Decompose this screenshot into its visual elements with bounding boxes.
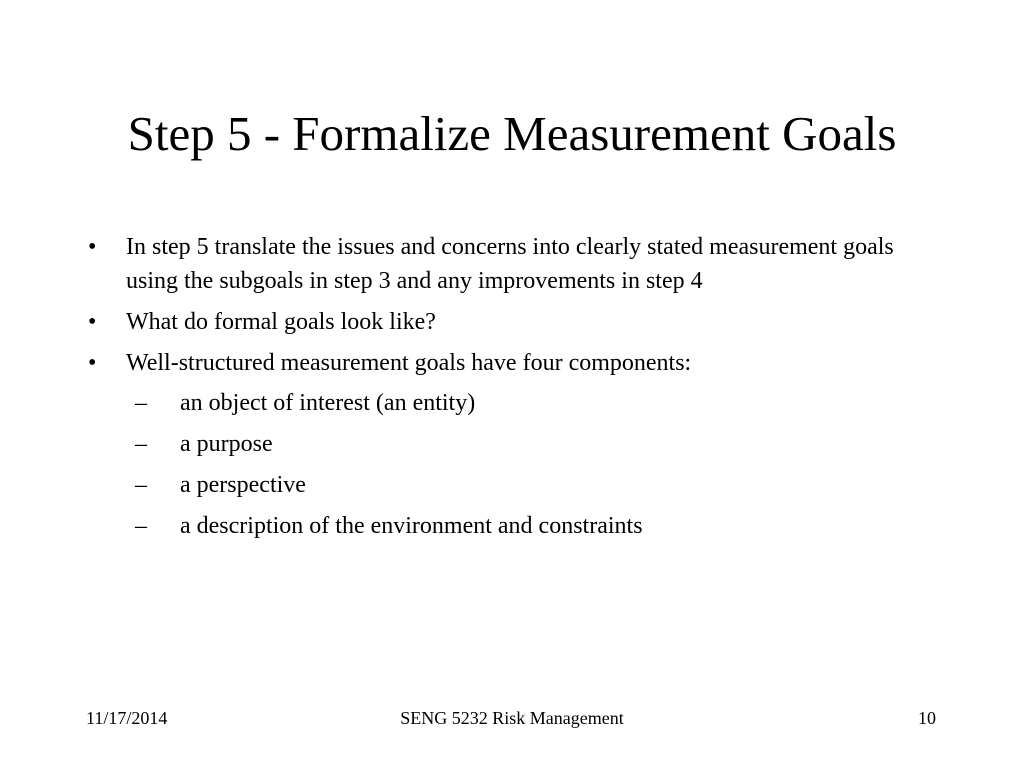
sub-bullet-item [135,468,946,502]
sub-bullet-text: a purpose [180,431,273,457]
dash-icon: – [135,513,147,539]
bullet-list [86,230,946,550]
bullet-item [86,346,946,543]
sub-bullet-item [135,386,946,420]
sub-bullet-item [135,509,946,543]
bullet-text: What do formal goals look like? [126,309,436,335]
dash-icon: – [135,390,147,416]
bullet-icon: • [88,350,97,376]
footer-page-number: 10 [918,708,936,728]
sub-bullet-text: a description of the environment and constraints [180,513,643,539]
sub-bullet-item [135,427,946,461]
sub-bullet-text: a perspective [180,472,306,498]
bullet-icon: • [88,309,97,335]
bullet-text: Well-structured measurement goals have four components: [126,350,692,376]
footer-date: 11/17/2014 [86,708,168,728]
dash-icon: – [135,431,147,457]
sub-bullet-text: an object of interest (an entity) [180,390,476,416]
dash-icon: – [135,472,147,498]
sub-bullet-list [126,386,946,543]
slide-title: Step 5 - Formalize Measurement Goals [127,106,897,161]
bullet-icon: • [88,234,97,260]
bullet-item [86,305,946,339]
bullet-item [86,230,946,298]
footer-course-title: SENG 5232 Risk Management [400,708,624,728]
bullet-text: In step 5 translate the issues and concerns into clearly stated measurement goals using the subgoals in step 3 and any improvements in step 4 [126,234,894,294]
